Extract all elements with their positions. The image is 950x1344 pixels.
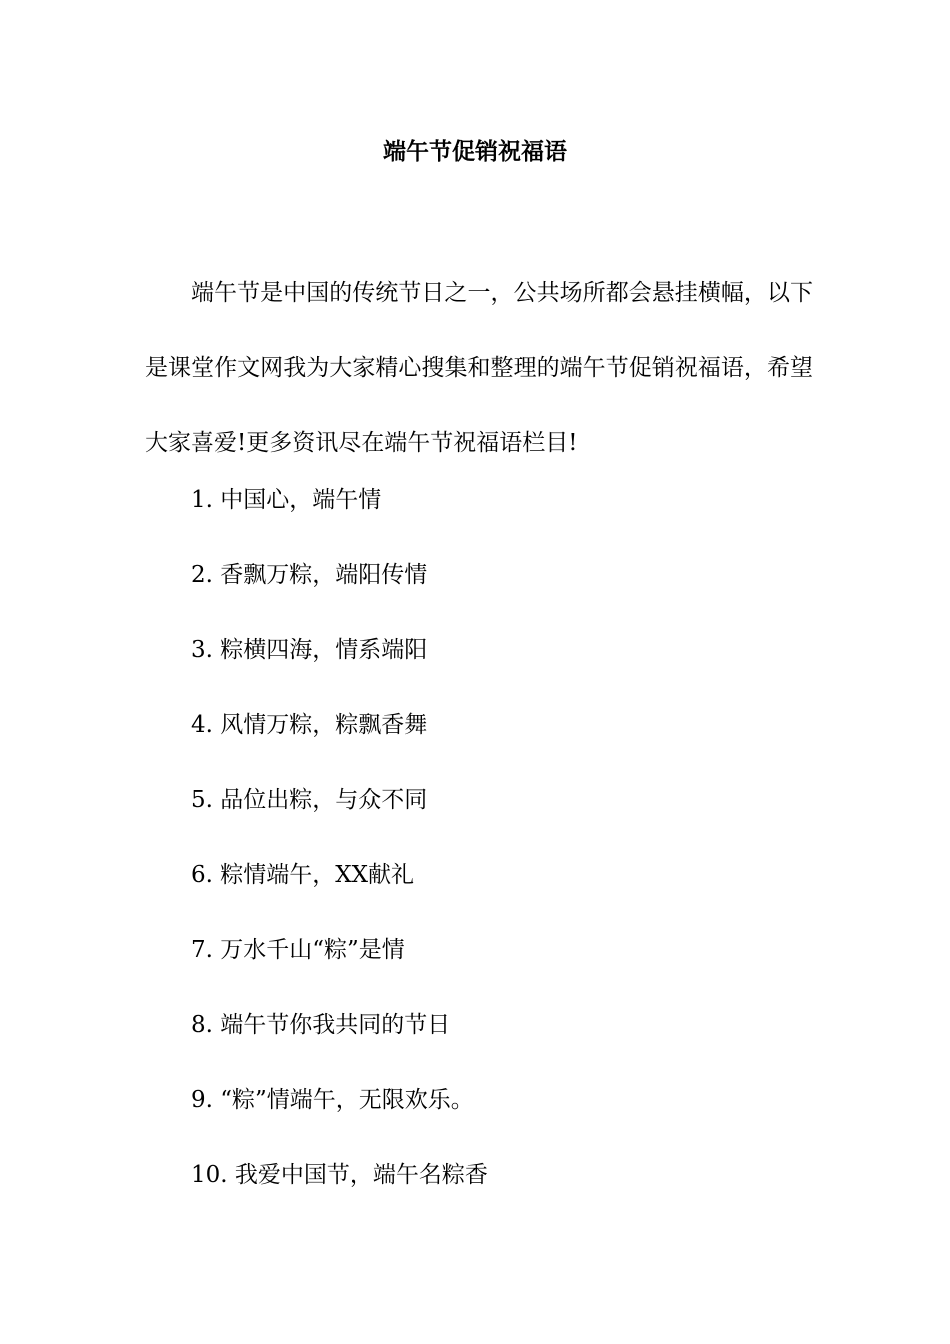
document-title: 端午节促销祝福语: [383, 138, 567, 165]
list-item: 9. “粽”情端午，无限欢乐。: [191, 1087, 474, 1113]
list-item: 10. 我爱中国节，端午名粽香: [191, 1162, 488, 1188]
intro-paragraph: 端午节是中国的传统节日之一，公共场所都会悬挂横幅，以下是课堂作文网我为大家精心搜集和整理的端午节促销祝福语，希望大家喜爱!更多资讯尽在端午节祝福语栏目!: [145, 280, 813, 456]
list-item: 6. 粽情端午，XX献礼: [191, 862, 415, 888]
list-item: 4. 风情万粽，粽飘香舞: [191, 712, 428, 738]
list-item: 1. 中国心，端午情: [191, 487, 382, 513]
slogan-list: [191, 480, 791, 1230]
list-item: 3. 粽横四海，情系端阳: [191, 637, 428, 663]
list-item: 5. 品位出粽，与众不同: [191, 787, 428, 813]
list-item: 8. 端午节你我共同的节日: [191, 1012, 451, 1038]
list-item: 2. 香飘万粽，端阳传情: [191, 562, 428, 588]
list-item: 7. 万水千山“粽”是情: [191, 937, 405, 963]
